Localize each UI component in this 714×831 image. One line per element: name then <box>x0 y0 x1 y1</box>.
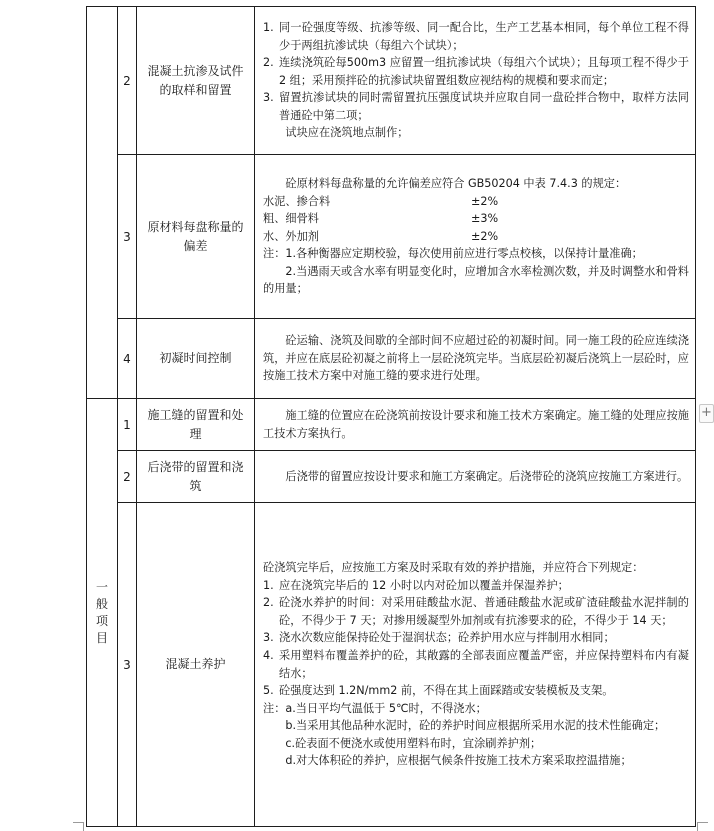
item-number: 2 <box>118 7 137 155</box>
list-item: 3. 留置抗渗试块的同时需留置抗压强度试块并应取自同一盘砼拌合物中，取样方法同普通砼中第二项； <box>263 91 689 122</box>
note-text: 注：1.各种衡器应定期校验，每次使用前应进行零点校核，以保持计量准确； <box>263 247 643 261</box>
item-title: 后浇带的留置和浇筑 <box>137 451 255 503</box>
list-item: 3. 浇水次数应能保持砼处于湿润状态；砼养护用水应与拌制用水相同； <box>263 631 615 645</box>
note-text: c.砼表面不便浇水或使用塑料布时，宜涂刷养护剂； <box>285 736 542 750</box>
item-number: 2 <box>118 451 137 503</box>
table-row <box>87 399 696 451</box>
table-row <box>87 7 696 155</box>
list-item: 1. 同一砼强度等级、抗渗等级、同一配合比，生产工艺基本相同，每个单位工程不得少于两组抗渗试块（每组六个试块）； <box>263 20 689 52</box>
item-title: 混凝土养护 <box>137 503 255 827</box>
list-item: 2. 砼浇水养护的时间：对采用硅酸盐水泥、普通硅酸盐水泥或矿渣硅酸盐水泥拌制的砼，不得少于 7 天；对掺用缓凝型外加剂或有抗渗要求的砼，不得少于 14 天； <box>263 596 689 627</box>
item-title: 初凝时间控制 <box>137 319 255 399</box>
item-title: 混凝土抗渗及试件的取样和留置 <box>137 7 255 155</box>
item-intro: 砼原材料每盘称量的允许偏差应符合 GB50204 中表 7.4.3 的规定： <box>285 176 627 190</box>
list-item: 1. 应在浇筑完毕后的 12 小时以内对砼加以覆盖并保湿养护； <box>263 578 569 592</box>
item-content: 后浇带的留置应按设计要求和施工方案确定。后浇带砼的浇筑应按施工方案进行。 <box>255 451 696 503</box>
construction-spec-table <box>86 6 696 827</box>
table-row <box>87 503 696 827</box>
list-item: 4. 采用塑料布覆盖养护的砼，其敞露的全部表面应覆盖严密，并应保持塑料布内有凝结水； <box>263 648 689 680</box>
add-row-button[interactable]: + <box>699 404 714 423</box>
note-text: d.对大体积砼的养护，应根据气候条件按施工技术方案采取控温措施； <box>285 754 632 768</box>
table-row <box>87 155 696 319</box>
table-row <box>87 319 696 399</box>
item-title: 原材料每盘称量的偏差 <box>137 155 255 319</box>
item-intro: 砼浇筑完毕后，应按施工方案及时采取有效的养护措施，并应符合下列规定： <box>263 560 644 574</box>
item-number: 3 <box>118 503 137 827</box>
item-content <box>255 155 696 319</box>
list-item: 5. 砼强度达到 1.2N/mm2 前，不得在其上面踩踏或安装模板及支架。 <box>263 684 614 698</box>
item-number: 3 <box>118 155 137 319</box>
item-number: 4 <box>118 319 137 399</box>
category-label: 一般项目 <box>95 579 108 645</box>
item-content <box>255 503 696 827</box>
note-text: 2.当遇雨天或含水率有明显变化时，应增加含水率检测次数，并及时调整水和骨料的用量； <box>263 264 689 296</box>
tolerance-row: 粗、细骨料 ±3% <box>263 212 499 226</box>
note-text: b.当采用其他品种水泥时，砼的养护时间应根据所采用水泥的技术性能确定； <box>285 719 666 733</box>
tolerance-row: 水泥、掺合料 ±2% <box>263 194 499 208</box>
item-content: 砼运输、浇筑及间歇的全部时间不应超过砼的初凝时间。同一施工段的砼应连续浇筑，并应在底层砼初凝之前将上一层砼浇筑完毕。当底层砼初凝后浇筑上一层砼时，应按施工技术方案中对施工缝的要求进行处理。 <box>255 319 696 399</box>
item-title: 施工缝的留置和处理 <box>137 399 255 451</box>
spec-table-container <box>86 6 696 827</box>
note-text: 注：a.当日平均气温低于 5℃时，不得浇水； <box>263 701 487 715</box>
table-row <box>87 451 696 503</box>
tolerance-row: 水、外加剂 ±2% <box>263 229 499 243</box>
item-number: 1 <box>118 399 137 451</box>
item-tail-text: 试块应在浇筑地点制作； <box>285 126 409 140</box>
category-cell-general <box>87 399 118 827</box>
list-item: 2. 连续浇筑砼每500m3 应留置一组抗渗试块（每组六个试块）；且每项工程不得少于 2 组；采用预拌砼的抗渗试块留置组数应视结构的规模和要求而定； <box>263 56 689 87</box>
item-content <box>255 7 696 155</box>
item-content: 施工缝的位置应在砼浇筑前按设计要求和施工技术方案确定。施工缝的处理应按施工技术方案执行。 <box>255 399 696 451</box>
category-cell-main <box>87 7 118 399</box>
